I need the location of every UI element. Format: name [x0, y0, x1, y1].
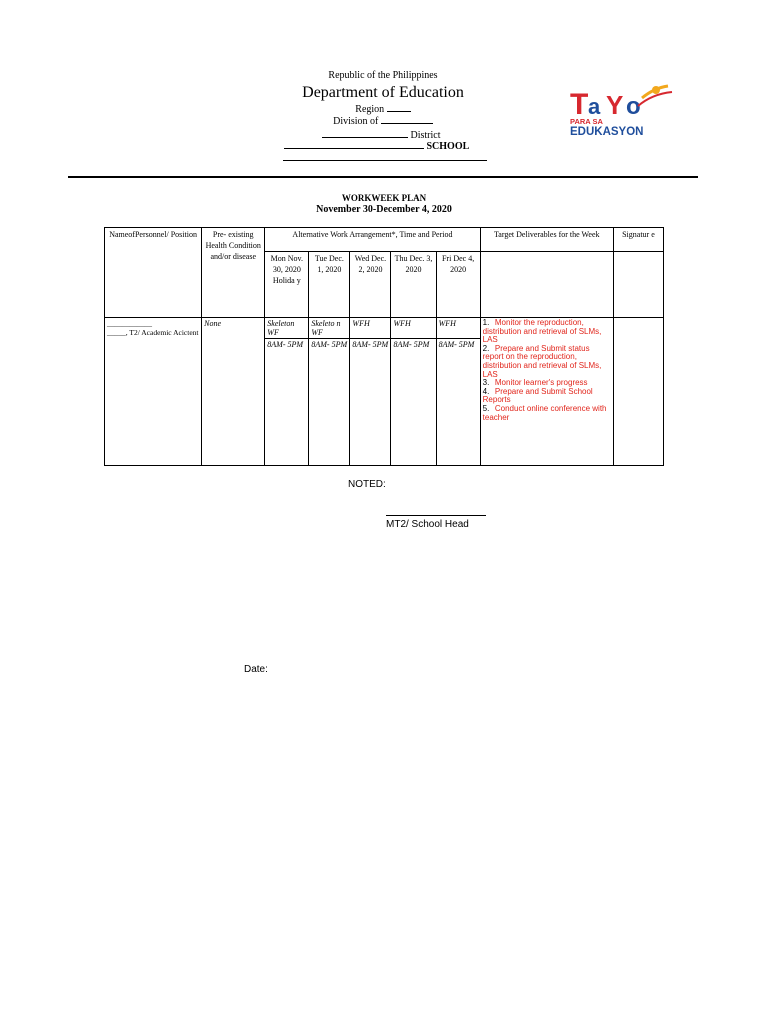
plan-title: WORKWEEK PLAN [341, 193, 427, 203]
deliverable-item: 3. Monitor learner's progress [482, 378, 588, 388]
region-label: Region [355, 104, 385, 115]
arrangement-thu: WFH [391, 318, 436, 339]
deliverables-cell [480, 318, 613, 466]
time-wed: 8AM- 5PM [350, 339, 391, 466]
signature-subheader-blank [613, 252, 663, 318]
day-tue: Tue Dec. 1, 2020 [309, 252, 350, 318]
svg-text:T: T [570, 88, 589, 121]
plan-dates: November 30-December 4, 2020 [316, 204, 452, 215]
target-subheader-blank [480, 252, 613, 318]
header-name-position: NameofPersonnel/ Position [105, 228, 202, 318]
region-blank [387, 102, 411, 112]
logo-line1: PARA SA [570, 117, 603, 126]
arrangement-mon: Skeleton WF [265, 318, 309, 339]
signature-line [386, 515, 486, 516]
header-alternative-work: Alternative Work Arrangement*, Time and Period [265, 228, 480, 252]
district-label: District [410, 130, 441, 141]
day-thu: Thu Dec. 3, 2020 [391, 252, 436, 318]
deliverable-item: 5. Conduct online conference with teacher [482, 403, 607, 422]
logo-line2: EDUKASYON [570, 126, 644, 138]
arrangement-fri: WFH [436, 318, 480, 339]
signatory-title: MT2/ School Head [386, 519, 469, 530]
header-health-condition: Pre- existing Health Condition and/or disease [202, 228, 265, 318]
header-rule [68, 176, 698, 178]
day-wed: Wed Dec. 2, 2020 [350, 252, 391, 318]
school-blank [284, 139, 424, 149]
division-blank [381, 114, 433, 124]
deliverable-item: 1. Monitor the reproduction, distribution and retrieval of SLMs, LAS [482, 318, 602, 345]
school-line [284, 139, 570, 152]
logo-graphic [568, 84, 688, 138]
time-mon: 8AM- 5PM [265, 339, 309, 466]
division-line [240, 114, 526, 127]
signature-cell [613, 318, 663, 466]
deliverable-item: 2. Prepare and Submit status report on the reproduction, distribution and retrieval of SLMs, LAS [482, 343, 602, 379]
svg-text:Y: Y [606, 90, 624, 120]
division-label: Division of [333, 116, 379, 127]
school-label: SCHOOL [426, 141, 470, 152]
health-cell: None [202, 318, 265, 466]
personnel-name-blank: ____________ [107, 319, 152, 328]
header-target-deliverables: Target Deliverables for the Week [480, 228, 613, 252]
republic-line: Republic of the Philippines [328, 70, 438, 81]
time-fri: 8AM- 5PM [436, 339, 480, 466]
svg-text:o: o [626, 93, 641, 120]
time-thu: 8AM- 5PM [391, 339, 436, 466]
school-underline [283, 160, 487, 161]
day-fri: Fri Dec 4, 2020 [436, 252, 480, 318]
time-tue: 8AM- 5PM [309, 339, 350, 466]
deliverable-item: 4. Prepare and Submit School Reports [482, 386, 593, 405]
personnel-cell [105, 318, 202, 466]
department-title: Department of Education [302, 84, 464, 101]
deliverables-list [483, 319, 611, 422]
date-label: Date: [244, 664, 268, 675]
arrangement-wed: WFH [350, 318, 391, 339]
arrangement-tue: Skeleto n WF [309, 318, 350, 339]
svg-text:a: a [588, 94, 601, 119]
workweek-table [104, 227, 664, 466]
tayo-logo [568, 84, 688, 138]
personnel-position: _____, T2/ Academic Acictent [107, 328, 199, 337]
district-blank [322, 128, 408, 138]
day-mon: Mon Nov. 30, 2020 Holida y [265, 252, 309, 318]
noted-label: NOTED: [348, 479, 386, 490]
header-signature: Signatur e [613, 228, 663, 252]
